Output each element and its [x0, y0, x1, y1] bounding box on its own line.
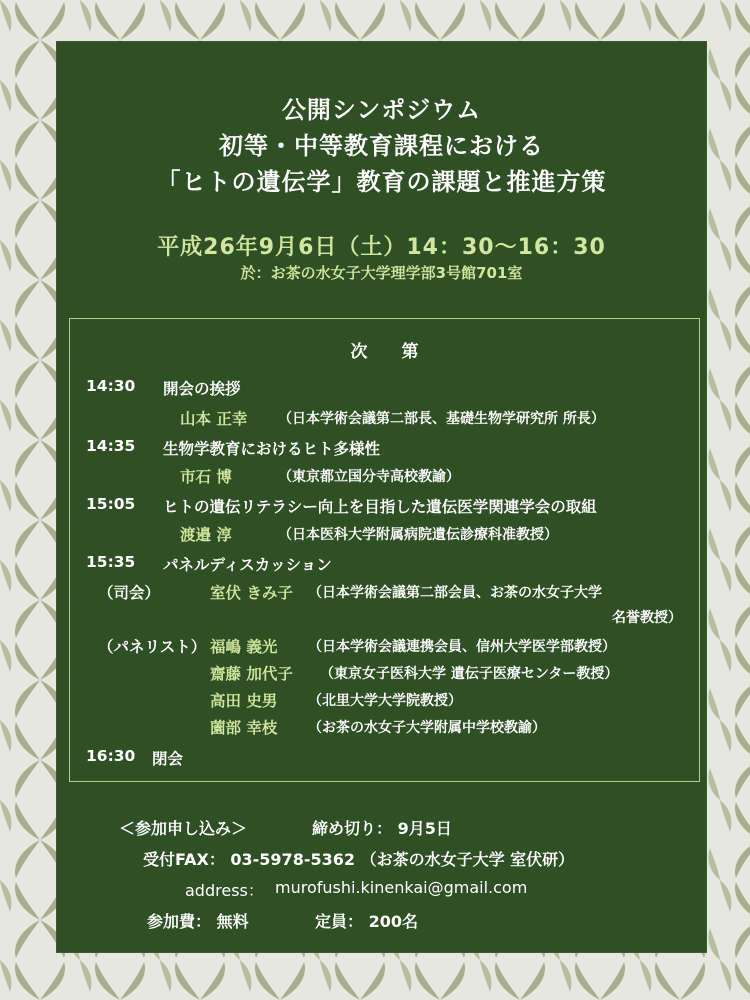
- apply-label: ＜参加申し込み＞: [119, 819, 248, 838]
- program-title: 開会の挨拶: [163, 380, 241, 398]
- title-line-1: 公開シンポジウム: [281, 96, 482, 124]
- program-box: [69, 318, 700, 782]
- program-title: パネルディスカッション: [163, 556, 332, 574]
- speaker-affiliation: （お茶の水女子大学附属中学校教諭）: [308, 720, 546, 736]
- program-title: ヒトの遺伝リテラシー向上を目指した遺伝医学関連学会の取組: [163, 498, 597, 516]
- event-date: 平成26年9月6日（土）14：30〜16：30: [157, 235, 606, 260]
- speaker-affiliation-continued: 名誉教授）: [612, 610, 682, 626]
- speaker-name: 薗部 幸枝: [210, 719, 278, 737]
- speaker-affiliation: （日本学術会議連携会員、信州大学医学部教授）: [308, 639, 616, 655]
- speaker-affiliation: （日本医科大学附属病院遺伝診療科准教授）: [278, 527, 558, 543]
- speaker-name: 市石 博: [180, 468, 232, 486]
- fee: 参加費： 無料: [147, 912, 249, 931]
- role-label: （司会）: [98, 584, 161, 602]
- program-time: 15:35: [86, 553, 136, 571]
- speaker-affiliation: （日本学術会議第二部長、基礎生物学研究所 所長）: [278, 411, 605, 427]
- speaker-name: 高田 史男: [210, 692, 278, 710]
- fax-info: 受付FAX： 03-5978-5362 （お茶の水女子大学 室伏研）: [143, 850, 575, 869]
- program-time: 15:05: [86, 495, 136, 513]
- speaker-affiliation: （東京都立国分寺高校教諭）: [278, 469, 460, 485]
- address-label: address：: [185, 881, 264, 900]
- program-heading: 次 第: [350, 342, 419, 362]
- program-time: 16:30: [86, 747, 136, 765]
- speaker-name: 齋藤 加代子: [210, 665, 293, 683]
- deadline: 締め切り： 9月5日: [312, 819, 452, 838]
- speaker-name: 山本 正幸: [180, 410, 248, 428]
- title-line-2: 初等・中等教育課程における: [219, 132, 544, 160]
- event-venue: 於：お茶の水女子大学理学部3号館701室: [240, 264, 523, 282]
- title-line-3: 「ヒトの遺伝学」教育の課題と推進方策: [156, 168, 607, 196]
- speaker-affiliation: （日本学術会議第二部会員、お茶の水女子大学: [308, 585, 602, 601]
- program-time: 14:35: [86, 437, 136, 455]
- speaker-name: 室伏 きみ子: [210, 584, 293, 602]
- capacity: 定員： 200名: [315, 912, 418, 931]
- program-title: 生物学教育におけるヒト多様性: [163, 440, 381, 458]
- role-label: （パネリスト）: [98, 638, 207, 656]
- speaker-affiliation: （北里大学大学院教授）: [308, 693, 462, 709]
- speaker-affiliation: （東京女子医科大学 遺伝子医療センター教授）: [320, 666, 619, 682]
- program-title: 閉会: [152, 750, 184, 768]
- speaker-name: 福嶋 義光: [210, 638, 278, 656]
- email-address[interactable]: murofushi.kinenkai@gmail.com: [275, 878, 528, 897]
- speaker-name: 渡邉 淳: [180, 526, 232, 544]
- program-time: 14:30: [86, 377, 136, 395]
- flyer-panel: [57, 42, 706, 952]
